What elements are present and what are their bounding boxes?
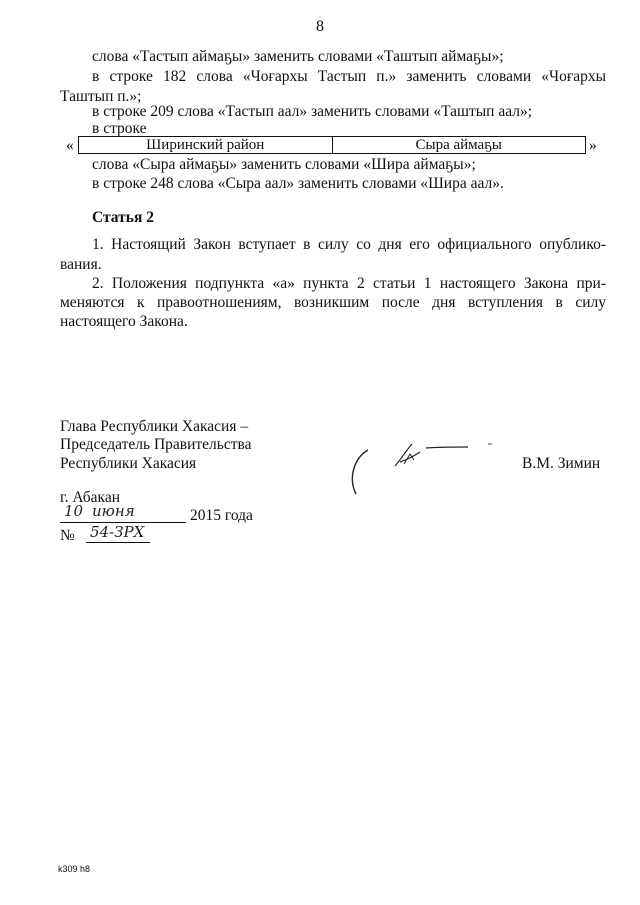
number-label: №	[60, 527, 75, 544]
table-cell-name: Сыра аймаҕы	[332, 137, 586, 153]
text-line: в строке 248 слова «Сыра аал» заменить словами «Шира аал».	[92, 175, 504, 192]
text-line: меняются к правоотношениям, возникшим после дня вступления в силу	[60, 294, 606, 311]
handwritten-signature	[340, 438, 510, 498]
footer-code: k309 h8	[58, 864, 91, 874]
text-line: в строке 182 слова «Чоғархы Тастып п.» заменить словами «Чоғархы	[92, 68, 606, 85]
replacement-table	[78, 136, 586, 154]
text-line: 2. Положения подпункта «а» пункта 2 статьи 1 настоящего Закона при-	[92, 275, 606, 292]
signatory-title: Глава Республики Хакасия –	[60, 418, 249, 435]
handwritten-number: 54-ЗРХ	[90, 523, 145, 541]
text-line: слова «Тастып аймаҕы» заменить словами «Таштып аймаҕы»;	[92, 48, 504, 65]
handwritten-month: июня	[92, 502, 135, 520]
text-line: вания.	[60, 256, 102, 273]
city: г. Абакан	[60, 489, 121, 506]
text-line: в строке	[92, 120, 147, 137]
text-line: Таштып п.»;	[60, 88, 142, 105]
year: 2015 года	[190, 507, 253, 524]
table-open-quote: «	[66, 137, 74, 154]
article-heading: Статья 2	[92, 209, 154, 226]
text-line: в строке 209 слова «Тастып аал» заменить словами «Таштып аал»;	[92, 103, 533, 120]
text-line: настоящего Закона.	[60, 313, 188, 330]
table-close-quote: »	[589, 137, 597, 154]
text-line: 1. Настоящий Закон вступает в силу со дня его официального опублико-	[92, 236, 606, 253]
page-number: 8	[316, 18, 324, 35]
signatory-name: В.М. Зимин	[522, 455, 601, 472]
table-cell-district: Ширинский район	[146, 137, 265, 153]
handwritten-day: 10	[64, 502, 84, 520]
signatory-title: Председатель Правительства	[60, 436, 252, 453]
text-line: слова «Сыра аймаҕы» заменить словами «Шира аймаҕы»;	[92, 156, 476, 173]
signatory-title: Республики Хакасия	[60, 455, 197, 472]
